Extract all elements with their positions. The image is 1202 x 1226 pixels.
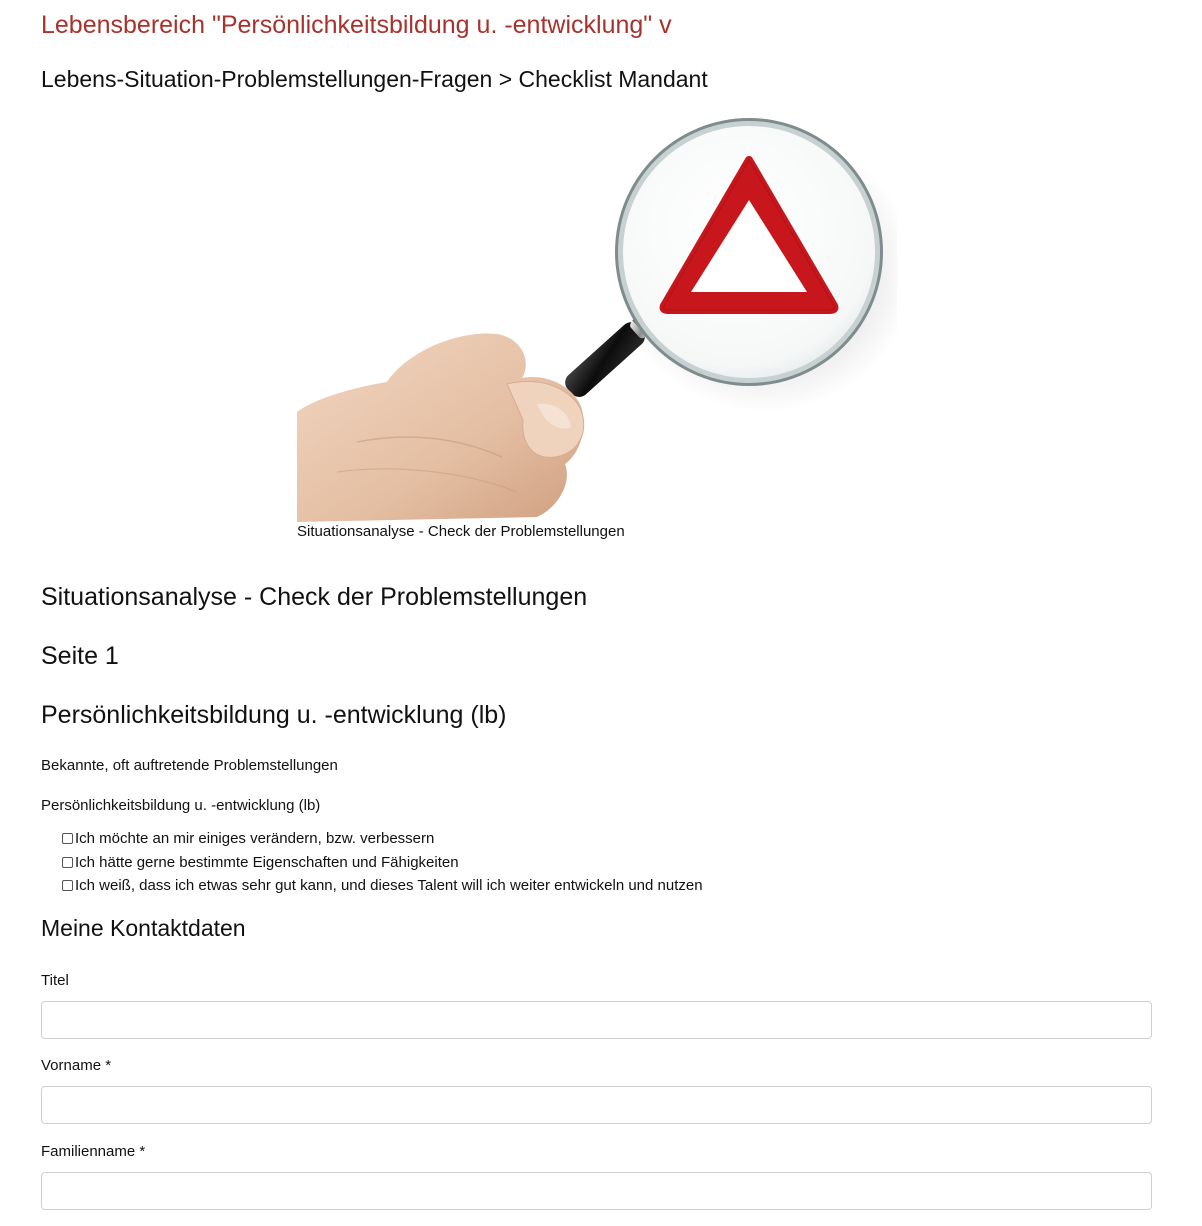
intro-text: Bekannte, oft auftretende Problemstellungen — [41, 757, 338, 774]
page-title: Lebensbereich "Persönlichkeitsbildung u. -entwicklung" v — [41, 11, 672, 39]
checkbox-label: Ich hätte gerne bestimmte Eigenschaften und Fähigkeiten — [75, 853, 459, 871]
magnifier-warning-icon — [297, 112, 897, 522]
checkbox[interactable] — [62, 857, 73, 868]
titel-label: Titel — [41, 972, 69, 989]
checkbox[interactable] — [62, 880, 73, 891]
familienname-input[interactable] — [41, 1172, 1152, 1210]
checkbox-option[interactable] — [62, 827, 703, 851]
vorname-input[interactable] — [41, 1086, 1152, 1124]
checkbox-label: Ich weiß, dass ich etwas sehr gut kann, und dieses Talent will ich weiter entwickeln und nutzen — [75, 877, 703, 895]
titel-input[interactable] — [41, 1001, 1152, 1039]
familienname-label: Familienname * — [41, 1143, 146, 1160]
contact-title: Meine Kontaktdaten — [41, 915, 246, 941]
section-title: Situationsanalyse - Check der Problemstellungen — [41, 583, 588, 611]
question-label: Persönlichkeitsbildung u. -entwicklung (lb) — [41, 797, 321, 814]
checkbox-option[interactable] — [62, 874, 703, 898]
checkbox-label: Ich möchte an mir einiges verändern, bzw. verbessern — [75, 830, 435, 848]
breadcrumb: Lebens-Situation-Problemstellungen-Fragen > Checklist Mandant — [41, 66, 708, 92]
group-title: Persönlichkeitsbildung u. -entwicklung (lb) — [41, 701, 507, 729]
checkbox[interactable] — [62, 833, 73, 844]
checkbox-group — [62, 827, 703, 898]
vorname-label: Vorname * — [41, 1057, 112, 1074]
figure-caption: Situationsanalyse - Check der Problemstellungen — [297, 523, 625, 540]
page-number-title: Seite 1 — [41, 642, 119, 670]
checkbox-option[interactable] — [62, 851, 703, 875]
situation-figure — [297, 112, 897, 552]
